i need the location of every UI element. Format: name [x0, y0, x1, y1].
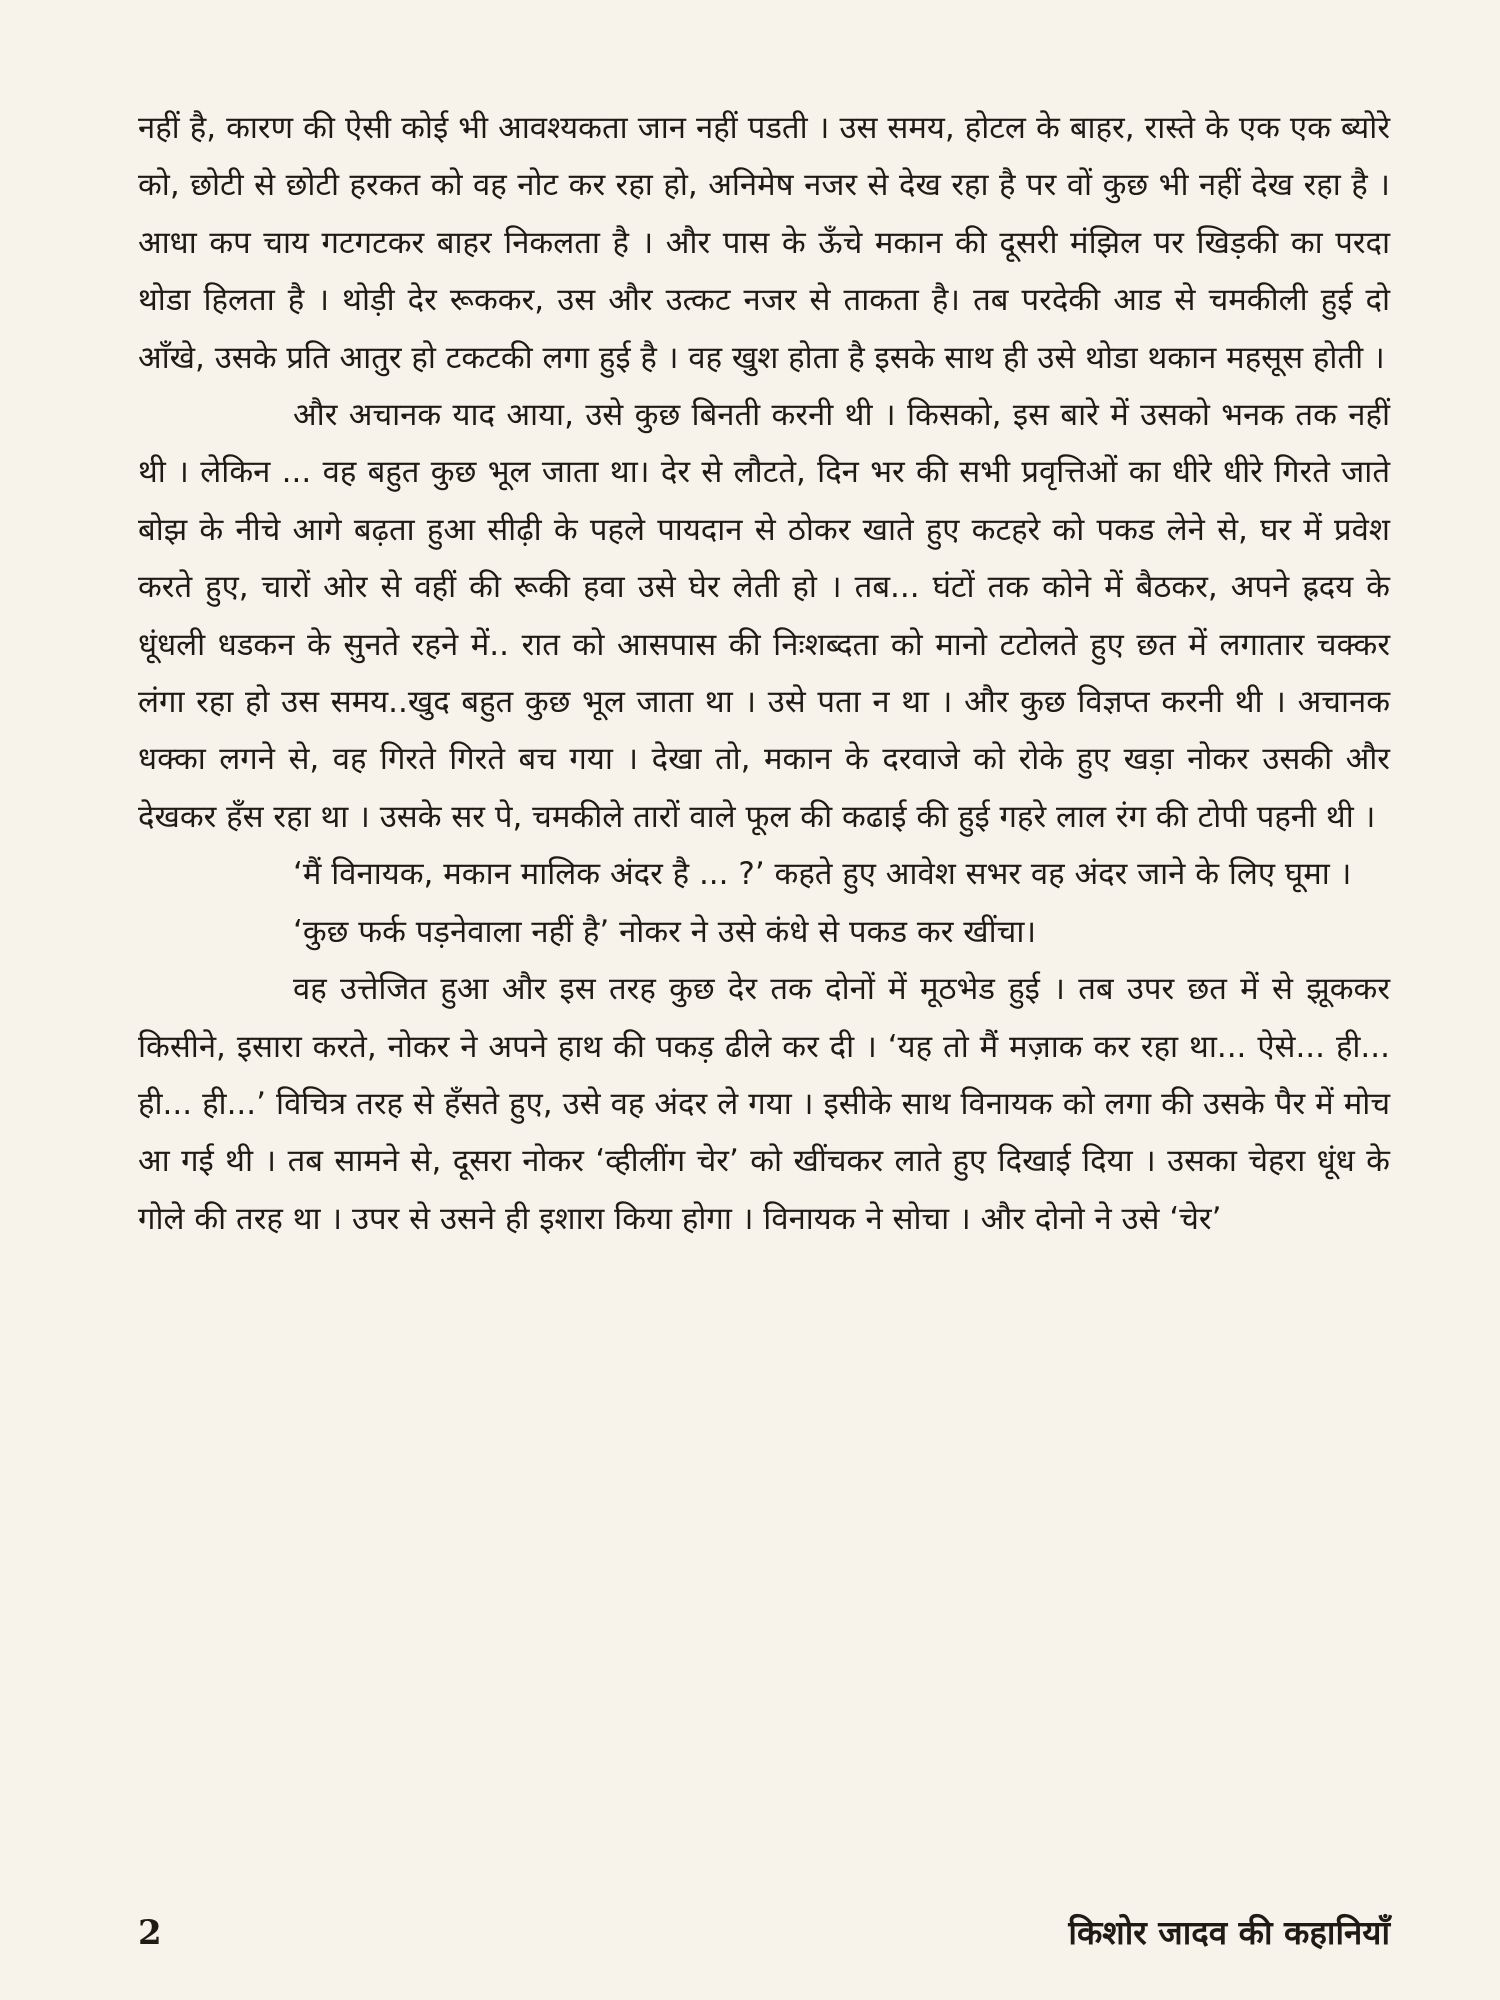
- body-text: [138, 100, 1390, 1248]
- page-footer: [138, 1905, 1390, 1965]
- running-footer-title: किशोर जादव की कहानियाँ: [1068, 1913, 1390, 1952]
- paragraph-dialogue: ‘मैं विनायक, मकान मालिक अंदर है ... ?’ कहते हुए आवेश सभर वह अंदर जाने के लिए घूमा ।: [293, 856, 1352, 893]
- paragraph: और अचानक याद आया, उसे कुछ बिनती करनी थी । किसको, इस बारे में उसको भनक तक नहीं थी । लेकिन ... वह बहुत कुछ भूल जाता था। देर से लौटते, दिन भर की सभी प्रवृत्तिओं का धीरे धीरे गिरते जाते बोझ के नीचे आगे बढ़ता हुआ सीढ़ी के पहले पायदान से ठोकर खाते हुए कटहरे को पकड लेने से, घर में प्रवेश करते हुए, चारों ओर से वहीं की रूकी हवा उसे घेर लेती हो । तब... घंटों तक कोने में बैठकर, अपने ह्रदय के धूंधली धडकन के सुनते रहने में.. रात को आसपास की निःशब्दता को मानो टटोलते हुए छत में लगातार चक्कर लंगा रहा हो उस समय..खुद बहुत कुछ भूल जाता था । उसे पता न था । और कुछ विज्ञप्त करनी थी । अचानक धक्का लगने से, वह गिरते गिरते बच गया । देखा तो, मकान के दरवाजे को रोके हुए खड़ा नोकर उसकी और देखकर हँस रहा था । उसके सर पे, चमकीले तारों वाले फूल की कढाई की हुई गहरे लाल रंग की टोपी पहनी थी ।: [138, 397, 1390, 835]
- paragraph-dialogue: ‘कुछ फर्क पड़नेवाला नहीं है’ नोकर ने उसे कंधे से पकड कर खींचा।: [293, 913, 1037, 950]
- paragraph-continued: नहीं है, कारण की ऐसी कोई भी आवश्यकता जान नहीं पडती । उस समय, होटल के बाहर, रास्ते के एक एक ब्योरे को, छोटी से छोटी हरकत को वह नोट कर रहा हो, अनिमेष नजर से देख रहा है पर वों कुछ भी नहीं देख रहा है । आधा कप चाय गटगटकर बाहर निकलता है । और पास के ऊँचे मकान की दूसरी मंझिल पर खिड़की का परदा थोडा हिलता है । थोड़ी देर रूककर, उस और उत्कट नजर से ताकता है। तब परदेकी आड से चमकीली हुई दो आँखे, उसके प्रति आतुर हो टकटकी लगा हुई है । वह खुश होता है इसके साथ ही उसे थोडा थकान महसूस होती ।: [138, 110, 1390, 376]
- paragraph: वह उत्तेजित हुआ और इस तरह कुछ देर तक दोनों में मूठभेड हुई । तब उपर छत में से झूककर किसीने, इसारा करते, नोकर ने अपने हाथ की पकड़ ढीले कर दी । ‘यह तो मैं मज़ाक कर रहा था... ऐसे... ही... ही... ही...’ विचित्र तरह से हँसते हुए, उसे वह अंदर ले गया । इसीके साथ विनायक को लगा की उसके पैर में मोच आ गई थी । तब सामने से, दूसरा नोकर ‘व्हीलींग चेर’ को खींचकर लाते हुए दिखाई दिया । उसका चेहरा धूंध के गोले की तरह था । उपर से उसने ही इशारा किया होगा । विनायक ने सोचा । और दोनो ने उसे ‘चेर’: [138, 971, 1390, 1237]
- page-number: 2: [138, 1913, 162, 1953]
